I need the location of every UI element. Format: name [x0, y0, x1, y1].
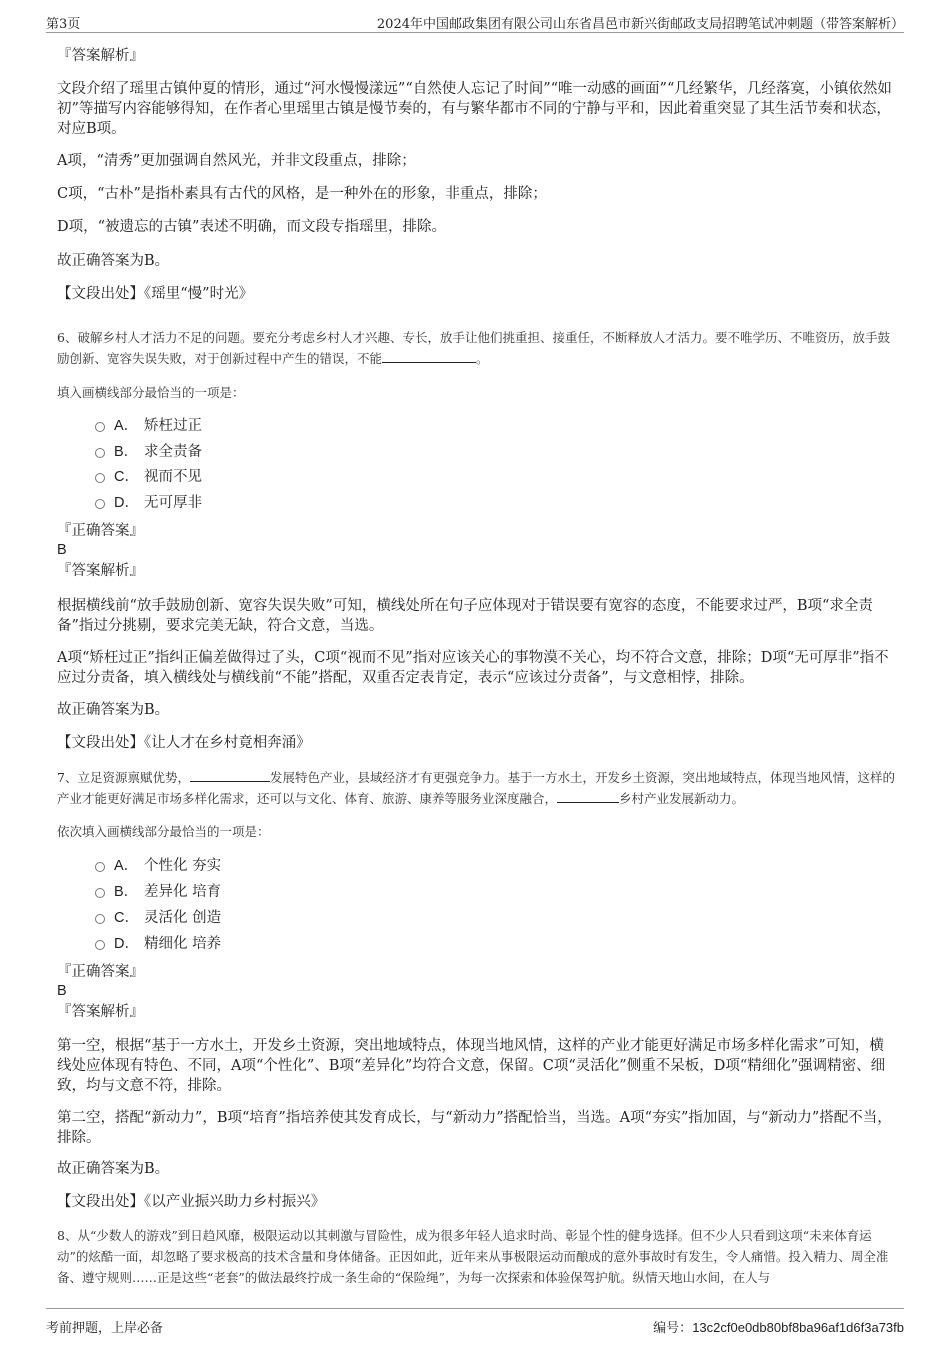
radio-icon[interactable]	[95, 888, 105, 898]
q7-stem-part3: 乡村产业发展新动力。	[619, 791, 745, 806]
option-text: 矫枉过正	[144, 418, 202, 434]
q7-prompt: 依次填入画横线部分最恰当的一项是：	[57, 824, 270, 839]
q6-stem	[57, 327, 895, 369]
q6-blank	[382, 349, 476, 363]
code-label: 编号：	[653, 1320, 693, 1335]
q7-option-c[interactable]	[95, 908, 221, 928]
q7-source: 【文段出处】《以产业振兴助力乡村振兴》	[57, 1194, 326, 1210]
q6-analysis-p2: A项“矫枉过正”指纠正偏差做得过了头，C项“视而不见”指对应该关心的事物漠不关心，均不符合文意，排除；D项“无可厚非”指不应过分责备，填入横线处与横线前“不能”搭配，双重否定表肯定，表示“应该过分责备”，与文意相悖，排除。	[57, 650, 889, 686]
q7-option-b[interactable]	[95, 882, 221, 902]
q5-analysis-p4: D项，“被遗忘的古镇”表述不明确，而文段专指瑶里，排除。	[57, 219, 446, 235]
q7-analysis-label: 『答案解析』	[57, 1004, 144, 1020]
option-letter: A．	[114, 418, 139, 434]
page-header	[46, 8, 904, 33]
q7-stem-part2: 发展特色产业，县域经济才有更强竞争力。基于一方水土，开发乡土资源，突出地域特点，体现当地风情，这样的产业才能更好满足市场多样化需求，还可以与文化、体育、旅游、康养等服务业深度融合，	[57, 770, 895, 806]
q7-analysis-p2: 第二空，搭配“新动力”，B项“培育”指培养使其发育成长，与“新动力”搭配恰当，当选。A项“夯实”指加固，与“新动力”搭配不当，排除。	[57, 1110, 892, 1146]
option-text: 个性化 夯实	[144, 858, 222, 874]
option-letter: D．	[114, 936, 139, 952]
document-title: 2024年中国邮政集团有限公司山东省昌邑市新兴街邮政支局招聘笔试冲刺题（带答案解析）	[376, 17, 904, 32]
option-text: 差异化 培育	[144, 884, 222, 900]
q7-conclusion: 故正确答案为B。	[57, 1161, 170, 1177]
page-number: 第3页	[46, 17, 81, 32]
q6-stem-text: 6、破解乡村人才活力不足的问题。要充分考虑乡村人才兴趣、专长，放手让他们挑重担、接重任，不断释放人才活力。要不唯学历、不唯资历，放手鼓励创新、宽容失误失败，对于创新过程中产生的错误，不能	[57, 330, 890, 366]
q6-analysis-label: 『答案解析』	[57, 563, 144, 579]
q5-analysis-label: 『答案解析』	[57, 48, 144, 64]
q7-correct-label: 『正确答案』	[57, 964, 144, 980]
option-letter: C．	[114, 469, 139, 485]
q6-option-a[interactable]	[95, 416, 202, 436]
radio-icon[interactable]	[95, 914, 105, 924]
q6-source: 【文段出处】《让人才在乡村竟相奔涌》	[57, 735, 311, 751]
q6-conclusion: 故正确答案为B。	[57, 702, 170, 718]
q6-stem-end: 。	[476, 351, 489, 366]
q7-analysis-p1: 第一空，根据“基于一方水土，开发乡土资源，突出地域特点，体现当地风情，这样的产业才能更好满足市场多样化需求”可知，横线处应体现有特色、不同，A项“个性化”、B项“差异化”均符合文意，保留。C项“灵活化”侧重不呆板，D项“精细化”强调精密、细致，均与文意不符，排除。	[57, 1038, 886, 1094]
q6-correct-label: 『正确答案』	[57, 523, 144, 539]
option-letter: B．	[114, 884, 139, 900]
q7-option-a[interactable]	[95, 856, 221, 876]
q7-blank-1	[190, 768, 270, 782]
option-letter: C．	[114, 910, 139, 926]
option-text: 视而不见	[144, 469, 202, 485]
q6-option-d[interactable]	[95, 493, 202, 513]
radio-icon[interactable]	[95, 473, 105, 483]
q6-correct-answer: B	[57, 542, 67, 558]
q7-correct-answer: B	[57, 983, 67, 999]
option-text: 求全责备	[144, 444, 202, 460]
option-letter: B．	[114, 444, 139, 460]
radio-icon[interactable]	[95, 448, 105, 458]
q6-prompt: 填入画横线部分最恰当的一项是：	[57, 385, 245, 400]
radio-icon[interactable]	[95, 940, 105, 950]
q6-option-b[interactable]	[95, 442, 202, 462]
radio-icon[interactable]	[95, 499, 105, 509]
radio-icon[interactable]	[95, 422, 105, 432]
option-letter: D．	[114, 495, 139, 511]
q7-stem-part1: 7、立足资源禀赋优势，	[57, 770, 190, 785]
q5-conclusion: 故正确答案为B。	[57, 253, 170, 269]
q6-analysis-p1: 根据横线前“放手鼓励创新、宽容失误失败”可知，横线处所在句子应体现对于错误要有宽容的态度，不能要求过严，B项“求全责备”指过分挑剔，要求完美无缺，符合文意，当选。	[57, 598, 873, 634]
option-letter: A．	[114, 858, 139, 874]
q5-analysis-p1: 文段介绍了瑶里古镇仲夏的情形，通过“河水慢慢漾远”“自然使人忘记了时间”“唯一动感的画面”“几经繁华，几经落寞，小镇依然如初”等描写内容能够得知，在作者心里瑶里古镇是慢节奏的，有与繁华都市不同的宁静与平和，因此着重突显了其生活节奏和状态，对应B项。	[57, 81, 892, 137]
q7-blank-2	[557, 789, 619, 803]
page-footer	[46, 1308, 904, 1337]
q7-option-d[interactable]	[95, 934, 221, 954]
q6-option-c[interactable]	[95, 467, 202, 487]
q5-analysis-p3: C项，“古朴”是指朴素具有古代的风格，是一种外在的形象，非重点，排除；	[57, 186, 547, 202]
q5-analysis-p2: A项，“清秀”更加强调自然风光，并非文段重点，排除；	[57, 153, 416, 169]
q8-stem: 8、从“少数人的游戏”到日趋风靡，极限运动以其刺激与冒险性，成为很多年轻人追求时尚、彰显个性的健身选择。但不少人只看到这项“未来体育运动”的炫酷一面，却忽略了要求极高的技术含量和身体储备。正因如此，近年来从事极限运动而酿成的意外事故时有发生，令人痛惜。投入精力、周全准备、遵守规则……正是这些“老套”的做法最终拧成一条生命的“保险绳”，为每一次探索和体验保驾护航。纵情天地山水间，在人与	[57, 1228, 889, 1285]
footer-slogan: 考前押题，上岸必备	[46, 1321, 164, 1336]
document-code	[653, 1317, 904, 1336]
q5-source: 【文段出处】《瑶里“慢”时光》	[57, 286, 254, 302]
q7-stem	[57, 767, 895, 809]
radio-icon[interactable]	[95, 862, 105, 872]
code-value: 13c2cf0e0db80bf8ba96af1d6f3a73fb	[692, 1320, 904, 1335]
option-text: 灵活化 创造	[144, 910, 222, 926]
option-text: 无可厚非	[144, 495, 202, 511]
option-text: 精细化 培养	[144, 936, 222, 952]
